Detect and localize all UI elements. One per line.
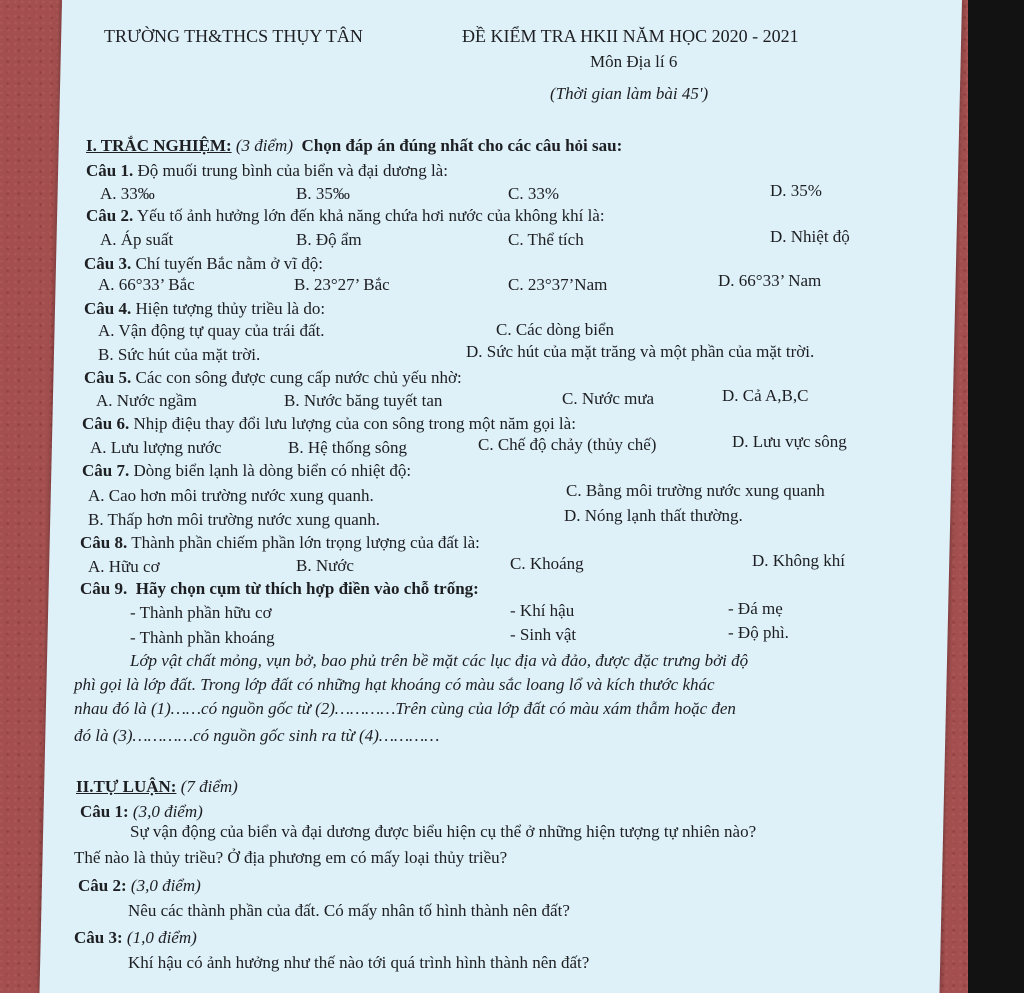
q3-option-b: B. 23°27’ Bắc — [294, 275, 390, 294]
essay-2-line-1: Nêu các thành phần của đất. Có mấy nhân tố hình thành nên đất? — [128, 901, 570, 920]
exam-content — [62, 0, 962, 993]
q9-passage-line-4: đó là (3)…………có nguồn gốc sinh ra từ (4)………… — [74, 726, 440, 745]
q3-option-a: A. 66°33’ Bắc — [98, 275, 195, 294]
q8-option-d: D. Không khí — [752, 551, 846, 570]
part1-heading: I. TRẮC NGHIỆM: (3 điểm) Chọn đáp án đúng nhất cho các câu hỏi sau: — [86, 136, 623, 155]
q9-passage-line-3: nhau đó là (1)……có nguồn gốc từ (2)…………Trên cùng của lớp đất có màu xám thẫm hoặc đen — [74, 699, 736, 718]
q2-option-d: D. Nhiệt độ — [770, 227, 850, 246]
duration: (Thời gian làm bài 45') — [550, 84, 709, 103]
q1-option-b: B. 35‰ — [296, 184, 350, 203]
q9-option-2: - Khí hậu — [510, 601, 575, 620]
q5-option-a: A. Nước ngầm — [96, 391, 197, 410]
q3-option-c: C. 23°37’Nam — [508, 275, 608, 294]
question-8: Câu 8. Thành phần chiếm phần lớn trọng lượng của đất là: — [80, 533, 480, 552]
q9-option-4: - Thành phần khoáng — [130, 628, 275, 647]
q9-option-5: - Sinh vật — [510, 625, 577, 644]
q4-option-d: D. Sức hút của mặt trăng và một phần của mặt trời. — [466, 342, 815, 361]
q8-option-a: A. Hữu cơ — [88, 557, 160, 576]
question-6: Câu 6. Nhịp điệu thay đổi lưu lượng của con sông trong một năm gọi là: — [82, 414, 576, 433]
q6-option-b: B. Hệ thống sông — [288, 438, 407, 457]
q3-option-d: D. 66°33’ Nam — [718, 271, 822, 290]
question-5: Câu 5. Các con sông được cung cấp nước chủ yếu nhờ: — [84, 368, 462, 387]
q5-option-d: D. Cả A,B,C — [722, 386, 809, 405]
question-9: Câu 9. Hãy chọn cụm từ thích hợp điền vào chỗ trống: — [80, 579, 479, 598]
q9-option-3: - Đá mẹ — [728, 599, 783, 618]
part2-heading: II.TỰ LUẬN: (7 điểm) — [76, 777, 238, 796]
question-4: Câu 4. Hiện tượng thủy triều là do: — [84, 299, 326, 318]
q4-option-b: B. Sức hút của mặt trời. — [98, 345, 261, 364]
q6-option-d: D. Lưu vực sông — [732, 432, 847, 451]
question-3: Câu 3. Chí tuyến Bắc nằm ở vĩ độ: — [84, 254, 323, 273]
exam-title: ĐỀ KIỂM TRA HKII NĂM HỌC 2020 - 2021 — [462, 26, 799, 46]
q2-option-b: B. Độ ẩm — [296, 230, 362, 249]
school-name: TRƯỜNG TH&THCS THỤY TÂN — [104, 26, 363, 46]
essay-3-line-1: Khí hậu có ảnh hưởng như thế nào tới quá trình hình thành nên đất? — [128, 953, 590, 972]
q7-option-a: A. Cao hơn môi trường nước xung quanh. — [88, 486, 374, 505]
q4-option-a: A. Vận động tự quay của trái đất. — [98, 321, 325, 340]
question-1: Câu 1. Độ muối trung bình của biển và đại dương là: — [86, 161, 448, 180]
q5-option-c: C. Nước mưa — [562, 389, 655, 408]
essay-1-header: Câu 1: (3,0 điểm) — [80, 802, 203, 821]
q8-option-c: C. Khoáng — [510, 554, 584, 573]
q9-option-1: - Thành phần hữu cơ — [130, 603, 272, 622]
q9-passage-line-2: phì gọi là lớp đất. Trong lớp đất có những hạt khoáng có màu sắc loang lổ và kích thước khác — [74, 675, 715, 694]
q9-passage-line-1: Lớp vật chất mỏng, vụn bở, bao phủ trên bề mặt các lục địa và đảo, được đặc trưng bởi độ — [130, 651, 749, 670]
essay-3-header: Câu 3: (1,0 điểm) — [74, 928, 197, 947]
q6-option-c: C. Chế độ chảy (thủy chế) — [478, 435, 657, 454]
subject: Môn Địa lí 6 — [590, 52, 678, 71]
dark-edge — [968, 0, 1024, 993]
question-2: Câu 2. Yếu tố ảnh hưởng lớn đến khả năng chứa hơi nước của không khí là: — [86, 206, 605, 225]
q8-option-b: B. Nước — [296, 556, 354, 575]
q4-option-c: C. Các dòng biển — [496, 320, 615, 339]
essay-2-header: Câu 2: (3,0 điểm) — [78, 876, 201, 895]
q7-option-b: B. Thấp hơn môi trường nước xung quanh. — [88, 510, 381, 529]
q5-option-b: B. Nước băng tuyết tan — [284, 391, 443, 410]
q1-option-a: A. 33‰ — [100, 184, 155, 203]
q7-option-c: C. Bằng môi trường nước xung quanh — [566, 481, 825, 500]
essay-1-line-1: Sự vận động của biển và đại dương được biểu hiện cụ thể ở những hiện tượng tự nhiên nào? — [130, 822, 757, 841]
q7-option-d: D. Nóng lạnh thất thường. — [564, 506, 743, 525]
essay-1-line-2: Thế nào là thủy triều? Ở địa phương em có mấy loại thủy triều? — [74, 848, 508, 867]
q2-option-a: A. Áp suất — [100, 230, 174, 249]
q1-option-d: D. 35% — [770, 181, 822, 200]
q1-option-c: C. 33% — [508, 184, 559, 203]
question-7: Câu 7. Dòng biển lạnh là dòng biển có nhiệt độ: — [82, 461, 412, 480]
q6-option-a: A. Lưu lượng nước — [90, 438, 222, 457]
q2-option-c: C. Thể tích — [508, 230, 584, 249]
q9-option-6: - Độ phì. — [728, 623, 789, 642]
